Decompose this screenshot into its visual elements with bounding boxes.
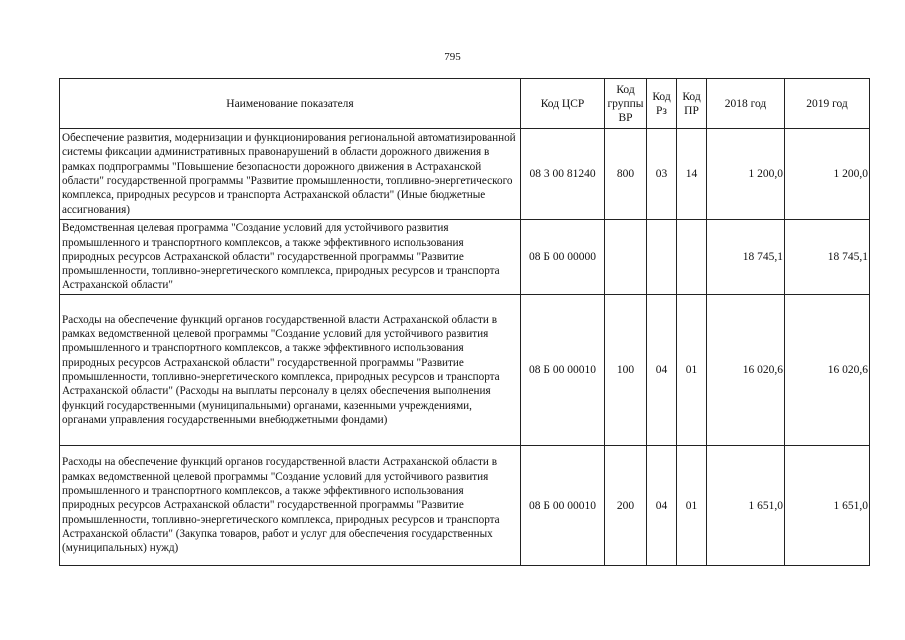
row-vr: 100 [605,295,647,446]
row-pr: 01 [677,446,707,566]
header-csr: Код ЦСР [521,79,605,129]
row-vr: 200 [605,446,647,566]
budget-table [59,78,870,566]
row-csr: 08 Б 00 00000 [521,220,605,295]
row-2018: 1 200,0 [707,129,785,220]
row-name: Расходы на обеспечение функций органов государственной власти Астраханской области в рамках ведомственной целевой программы "Создание условий для устойчивого развития промышленного и транспортного комплексов, а также эффективного использования природных ресурсов Астраханской области" государственной программы "Развитие промышленности, топливно-энергетического комплекса, природных ресурсов и транспорта Астраханской области" (Расходы на выплаты персоналу в целях обеспечения выполнения функций государственными (муниципальными) органами, казенными учреждениями, органами управления государственными внебюджетными фондами) [60,295,521,446]
row-name: Расходы на обеспечение функций органов государственной власти Астраханской области в рамках ведомственной целевой программы "Создание условий для устойчивого развития промышленного и транспортного комплексов, а также эффективного использования природных ресурсов Астраханской области" государственной программы "Развитие промышленности, топливно-энергетического комплекса, природных ресурсов и транспорта Астраханской области" (Закупка товаров, работ и услуг для обеспечения государственных (муниципальных) нужд) [60,446,521,566]
table-row [60,295,870,446]
table-row [60,129,870,220]
row-2019: 1 651,0 [785,446,870,566]
row-rz: 03 [647,129,677,220]
header-pr: Код ПР [677,79,707,129]
row-pr [677,220,707,295]
header-name: Наименование показателя [60,79,521,129]
row-2019: 1 200,0 [785,129,870,220]
row-rz: 04 [647,295,677,446]
page-number: 795 [444,51,461,63]
row-vr [605,220,647,295]
row-csr: 08 Б 00 00010 [521,446,605,566]
row-pr: 01 [677,295,707,446]
row-rz [647,220,677,295]
row-csr: 08 Б 00 00010 [521,295,605,446]
header-vr: Код группы ВР [605,79,647,129]
row-csr: 08 3 00 81240 [521,129,605,220]
table-row [60,220,870,295]
row-vr: 800 [605,129,647,220]
row-2018: 18 745,1 [707,220,785,295]
row-pr: 14 [677,129,707,220]
row-2018: 1 651,0 [707,446,785,566]
row-name: Ведомственная целевая программа "Создание условий для устойчивого развития промышленного и транспортного комплексов, а также эффективного использования природных ресурсов Астраханской области" государственной программы "Развитие промышленности, топливно-энергетического комплекса, природных ресурсов и транспорта Астраханской области" [60,220,521,295]
row-2019: 16 020,6 [785,295,870,446]
table-row [60,446,870,566]
row-rz: 04 [647,446,677,566]
header-2018: 2018 год [707,79,785,129]
row-2018: 16 020,6 [707,295,785,446]
header-2019: 2019 год [785,79,870,129]
row-name: Обеспечение развития, модернизации и функционирования региональной автоматизированной системы фиксации административных правонарушений в области дорожного движения в рамках подпрограммы "Повышение безопасности дорожного движения в Астраханской области" государственной программы "Развитие промышленности, топливно-энергетического комплекса, природных ресурсов и транспорта Астраханской области" (Иные бюджетные ассигнования) [60,129,521,220]
row-2019: 18 745,1 [785,220,870,295]
header-rz: Код Рз [647,79,677,129]
header-row [60,79,870,129]
